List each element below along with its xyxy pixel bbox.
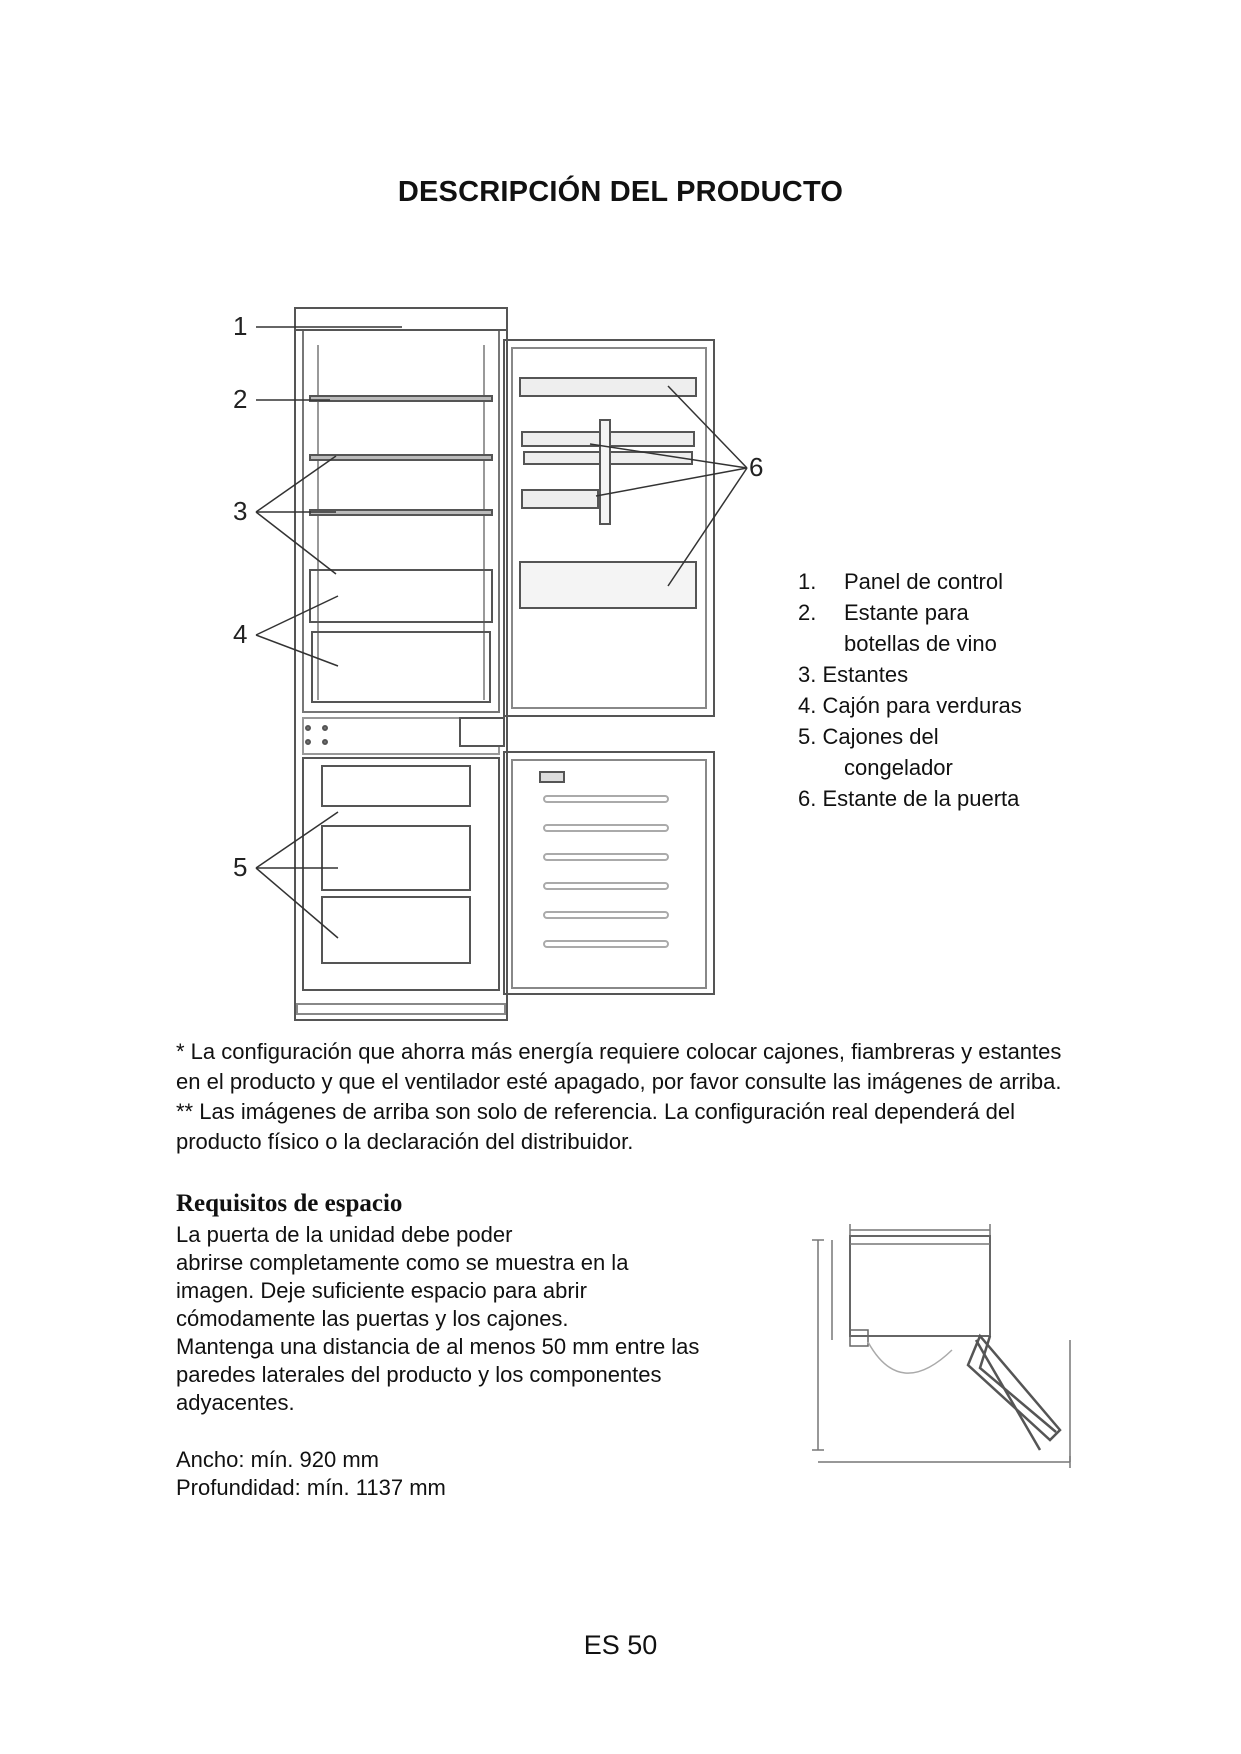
note-line: producto físico o la declaración del distribuidor.: [176, 1129, 634, 1154]
req-line: abrirse completamente como se muestra en la: [176, 1250, 629, 1275]
min-width: Ancho: mín. 920 mm: [176, 1447, 379, 1472]
req-line: adyacentes.: [176, 1390, 295, 1415]
legend-item-5: 5. Cajones del: [798, 724, 939, 749]
req-line: paredes laterales del producto y los componentes: [176, 1362, 662, 1387]
min-depth: Profundidad: mín. 1137 mm: [176, 1475, 446, 1500]
legend-text-2-cont: botellas de vino: [844, 631, 997, 656]
legend-item-6: 6. Estante de la puerta: [798, 786, 1020, 811]
page-number: ES 50: [583, 1630, 658, 1660]
legend-num-1: 1.: [798, 569, 817, 594]
callout-1: 1: [233, 311, 248, 341]
legend-item-5-cont: congelador: [844, 755, 953, 780]
space-requirements-heading: Requisitos de espacio: [176, 1190, 403, 1217]
legend-num-2: 2.: [798, 600, 817, 625]
note-line: ** Las imágenes de arriba son solo de referencia. La configuración real dependerá del: [176, 1099, 1015, 1124]
note-line: * La configuración que ahorra más energía requiere colocar cajones, fiambreras y estantes: [176, 1039, 1062, 1064]
req-line: Mantenga una distancia de al menos 50 mm entre las: [176, 1334, 700, 1359]
note-line: en el producto y que el ventilador esté apagado, por favor consulte las imágenes de arriba.: [176, 1069, 1062, 1094]
legend-item-4: 4. Cajón para verduras: [798, 693, 1022, 718]
legend-item-3: 3. Estantes: [798, 662, 909, 687]
callout-6: 6: [749, 452, 764, 482]
callout-4: 4: [233, 619, 248, 649]
req-line: imagen. Deje suficiente espacio para abrir: [176, 1278, 587, 1303]
req-line: cómodamente las puertas y los cajones.: [176, 1306, 569, 1331]
legend-text-1: Panel de control: [844, 569, 1003, 594]
page-title: DESCRIPCIÓN DEL PRODUCTO: [397, 176, 844, 208]
callout-2: 2: [233, 384, 248, 414]
callout-3: 3: [233, 496, 248, 526]
legend-text-2: Estante para: [844, 600, 969, 625]
req-line: La puerta de la unidad debe poder: [176, 1222, 513, 1247]
callout-5: 5: [233, 852, 248, 882]
